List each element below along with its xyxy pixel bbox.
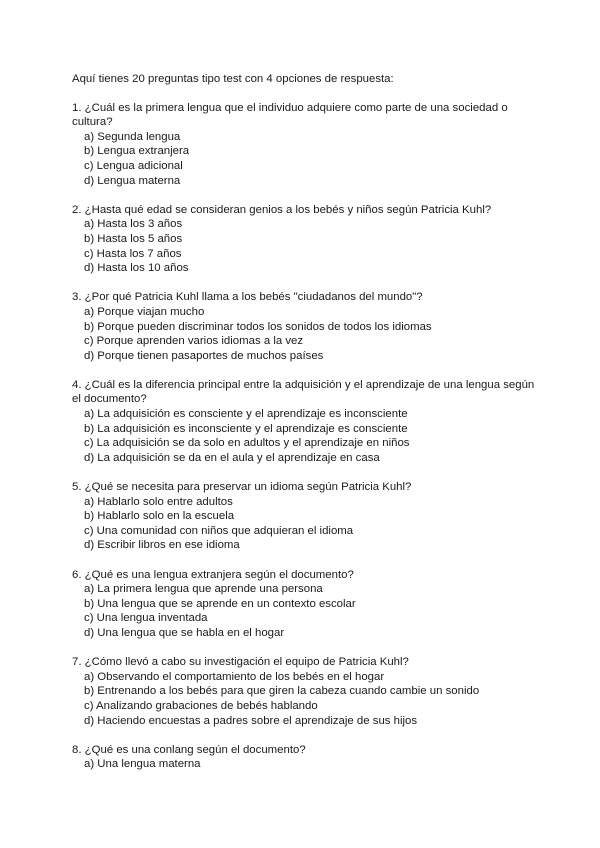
question-text: 1. ¿Cuál es la primera lengua que el individuo adquiere como parte de una sociedad o cultura?	[72, 101, 508, 129]
question	[72, 203, 540, 276]
option-list	[72, 670, 540, 728]
option: b) Una lengua que se aprende en un contexto escolar	[84, 597, 356, 610]
option: d) Escribir libros en ese idioma	[84, 539, 240, 552]
option: b) Entrenando a los bebés para que giren la cabeza cuando cambie un sonido	[84, 685, 480, 698]
question	[72, 480, 540, 553]
option-list	[72, 407, 540, 465]
question-text: 6. ¿Qué es una lengua extranjera según el documento?	[72, 568, 354, 581]
option: b) Hablarlo solo en la escuela	[84, 510, 235, 523]
option: c) Porque aprenden varios idiomas a la vez	[84, 335, 304, 348]
option: c) Lengua adicional	[84, 159, 183, 172]
option: a) La primera lengua que aprende una persona	[84, 583, 323, 596]
option: a) Observando el comportamiento de los bebés en el hogar	[84, 670, 385, 683]
option-list	[72, 757, 540, 772]
question-text: 8. ¿Qué es una conlang según el documento?	[72, 743, 306, 756]
question	[72, 290, 540, 363]
question-text: 7. ¿Cómo llevó a cabo su investigación el equipo de Patricia Kuhl?	[72, 656, 409, 669]
option: c) Una comunidad con niños que adquieran el idioma	[84, 524, 354, 537]
option: a) Una lengua materna	[84, 758, 201, 771]
option: c) Una lengua inventada	[84, 612, 208, 625]
question	[72, 743, 540, 772]
question	[72, 568, 540, 641]
question-text: 4. ¿Cuál es la diferencia principal entre la adquisición y el aprendizaje de una lengua según el documento?	[72, 378, 535, 406]
option: d) Porque tienen pasaportes de muchos países	[84, 349, 324, 362]
option: d) Hasta los 10 años	[84, 262, 189, 275]
option: d) Haciendo encuestas a padres sobre el aprendizaje de sus hijos	[84, 714, 418, 727]
option: b) La adquisición es inconsciente y el aprendizaje es consciente	[84, 422, 408, 435]
option: d) Lengua materna	[84, 174, 181, 187]
intro-text: Aquí tienes 20 preguntas tipo test con 4 opciones de respuesta:	[72, 73, 394, 85]
question-text: 5. ¿Qué se necesita para preservar un idioma según Patricia Kuhl?	[72, 481, 412, 494]
option: a) Hasta los 3 años	[84, 218, 183, 231]
option: d) Una lengua que se habla en el hogar	[84, 626, 285, 639]
option: a) Porque viajan mucho	[84, 305, 205, 318]
question-text: 3. ¿Por qué Patricia Kuhl llama a los bebés "ciudadanos del mundo"?	[72, 291, 423, 304]
option: c) Hasta los 7 años	[84, 247, 182, 260]
question	[72, 101, 540, 189]
option: b) Hasta los 5 años	[84, 232, 183, 245]
question	[72, 378, 540, 466]
option: a) La adquisición es consciente y el aprendizaje es inconsciente	[84, 408, 408, 421]
option-list	[72, 130, 540, 188]
option: b) Porque pueden discriminar todos los sonidos de todos los idiomas	[84, 320, 432, 333]
option-list	[72, 217, 540, 275]
question	[72, 655, 540, 728]
option-list	[72, 495, 540, 553]
option: b) Lengua extranjera	[84, 145, 190, 158]
question-text: 2. ¿Hasta qué edad se consideran genios a los bebés y niños según Patricia Kuhl?	[72, 203, 492, 216]
option-list	[72, 305, 540, 363]
option: d) La adquisición se da en el aula y el aprendizaje en casa	[84, 451, 380, 464]
option: c) Analizando grabaciones de bebés hablando	[84, 699, 318, 712]
option: c) La adquisición se da solo en adultos y el aprendizaje en niños	[84, 437, 410, 450]
option: a) Hablarlo solo entre adultos	[84, 495, 233, 508]
option: a) Segunda lengua	[84, 130, 181, 143]
option-list	[72, 582, 540, 640]
